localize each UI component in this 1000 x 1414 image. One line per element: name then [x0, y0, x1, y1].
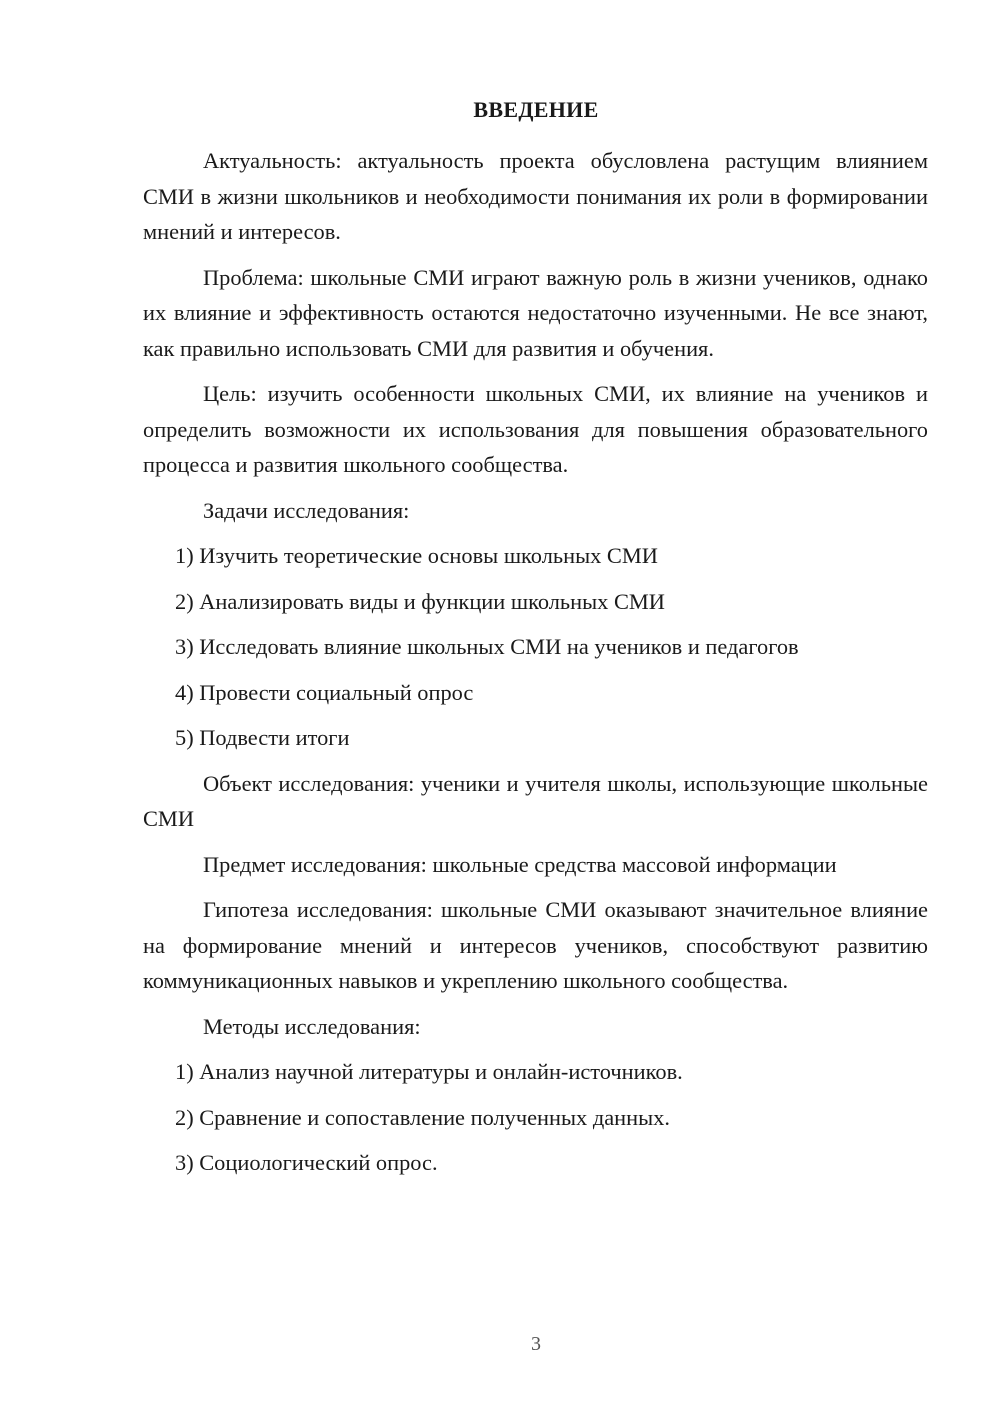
paragraph-hypothesis: Гипотеза исследования: школьные СМИ оказывают значительное влияние на формирование мнений и интересов учеников, способствуют развитию коммуникационных навыков и укреплению школьного сообщества.: [143, 897, 928, 993]
task-item: 3) Исследовать влияние школьных СМИ на учеников и педагогов: [175, 634, 799, 659]
task-item: 5) Подвести итоги: [175, 725, 350, 750]
tasks-heading: Задачи исследования:: [203, 497, 410, 523]
methods-list: [143, 1054, 928, 1181]
paragraph-object: Объект исследования: ученики и учителя школы, использующие школьные СМИ: [143, 770, 928, 831]
document-body: [143, 143, 928, 1191]
methods-heading: Методы исследования:: [203, 1013, 421, 1039]
paragraph-goal: Цель: изучить особенности школьных СМИ, их влияние на учеников и определить возможности их использования для повышения образовательного процесса и развития школьного сообщества.: [143, 381, 928, 477]
paragraph-relevance: Актуальность: актуальность проекта обусловлена растущим влиянием СМИ в жизни школьников и необходимости понимания их роли в формировании мнений и интересов.: [143, 148, 928, 244]
paragraph-subject: Предмет исследования: школьные средства массовой информации: [203, 851, 837, 877]
task-item: 1) Изучить теоретические основы школьных СМИ: [175, 543, 658, 568]
paragraph-problem: Проблема: школьные СМИ играют важную роль в жизни учеников, однако их влияние и эффективность остаются недостаточно изученными. Не все знают, как правильно использовать СМИ для развития и обучения.: [143, 264, 928, 361]
page-number: 3: [531, 1333, 541, 1355]
task-item: 4) Провести социальный опрос: [175, 679, 474, 705]
tasks-list: [143, 538, 928, 756]
method-item: 3) Социологический опрос.: [175, 1150, 438, 1175]
method-item: 2) Сравнение и сопоставление полученных данных.: [175, 1104, 670, 1130]
method-item: 1) Анализ научной литературы и онлайн-источников.: [175, 1059, 683, 1084]
task-item: 2) Анализировать виды и функции школьных СМИ: [175, 588, 665, 614]
page-title: ВВЕДЕНИЕ: [473, 97, 599, 122]
